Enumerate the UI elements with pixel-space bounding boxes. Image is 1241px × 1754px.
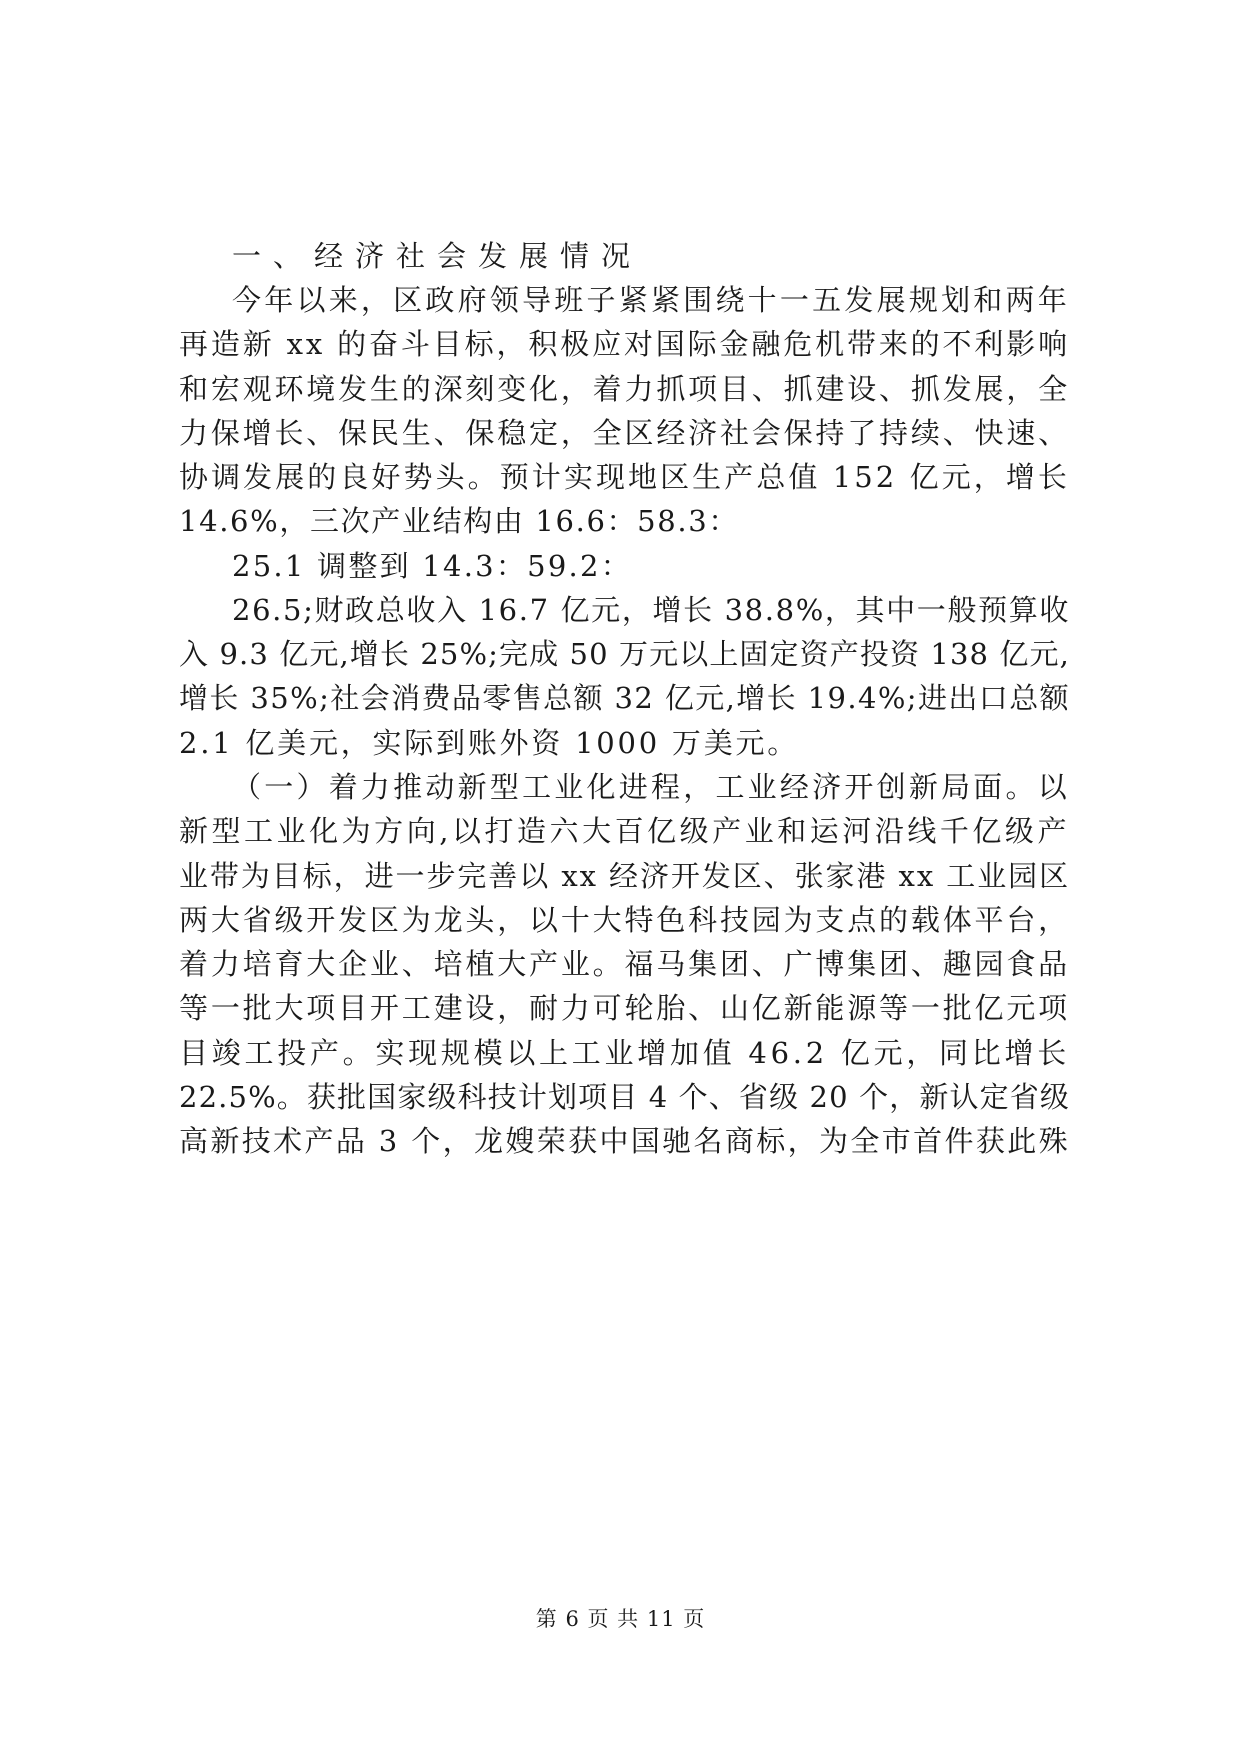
- paragraph-line: 今年以来，区政府领导班子紧紧围绕十一五发展规划和两年: [232, 283, 1070, 317]
- paragraph-line: 14.6%，三次产业结构由 16.6：58.3：: [179, 504, 739, 538]
- paragraph-line: 2.1 亿美元，实际到账外资 1000 万美元。: [179, 726, 799, 760]
- paragraph-line: 25.1 调整到 14.3：59.2：: [232, 549, 632, 583]
- paragraph-line: 两大省级开发区为龙头，以十大特色科技园为支点的载体平台，: [179, 903, 1070, 937]
- paragraph-line: 增长 35%;社会消费品零售总额 32 亿元,增长 19.4%;进出口总额: [179, 681, 1070, 715]
- paragraph-line: 再造新 xx 的奋斗目标，积极应对国际金融危机带来的不利影响: [179, 327, 1070, 361]
- paragraph-line: 新型工业化为方向,以打造六大百亿级产业和运河沿线千亿级产: [179, 814, 1070, 848]
- paragraph-line: 入 9.3 亿元,增长 25%;完成 50 万元以上固定资产投资 138 亿元,: [179, 637, 1070, 671]
- paragraph-line: 目竣工投产。实现规模以上工业增加值 46.2 亿元，同比增长: [179, 1036, 1070, 1070]
- paragraph-line: 业带为目标，进一步完善以 xx 经济开发区、张家港 xx 工业园区: [179, 859, 1070, 893]
- paragraph-line: 力保增长、保民生、保稳定，全区经济社会保持了持续、快速、: [179, 416, 1070, 450]
- section-heading: 一、经济社会发展情况: [232, 239, 643, 273]
- paragraph-line: 和宏观环境发生的深刻变化，着力抓项目、抓建设、抓发展，全: [179, 372, 1070, 406]
- paragraph-line: 22.5%。获批国家级科技计划项目 4 个、省级 20 个，新认定省级: [179, 1080, 1070, 1114]
- page-footer: 第 6 页 共 11 页: [535, 1607, 706, 1631]
- paragraph-line: 高新技术产品 3 个，龙嫂荣获中国驰名商标，为全市首件获此殊: [179, 1124, 1070, 1158]
- paragraph-line: 协调发展的良好势头。预计实现地区生产总值 152 亿元，增长: [179, 460, 1070, 494]
- paragraph-line: 等一批大项目开工建设，耐力可轮胎、山亿新能源等一批亿元项: [179, 991, 1070, 1025]
- paragraph-line: 26.5;财政总收入 16.7 亿元，增长 38.8%，其中一般预算收: [232, 593, 1070, 627]
- paragraph-line: 着力培育大企业、培植大产业。福马集团、广博集团、趣园食品: [179, 947, 1070, 981]
- subsection-heading-line: （一）着力推动新型工业化进程，工业经济开创新局面。以: [232, 770, 1070, 804]
